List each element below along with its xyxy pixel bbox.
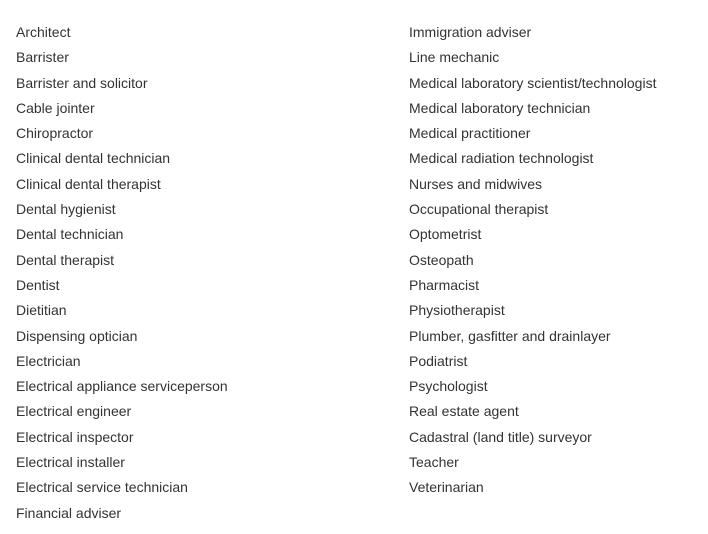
occupation-item: Teacher xyxy=(409,454,459,471)
occupation-item: Optometrist xyxy=(409,226,482,243)
occupation-item: Clinical dental technician xyxy=(16,150,171,167)
occupation-item: Immigration adviser xyxy=(409,24,532,40)
occupation-item: Medical laboratory scientist/technologist xyxy=(409,74,657,91)
occupation-item: Electrical inspector xyxy=(16,428,134,445)
occupation-item: Psychologist xyxy=(409,378,488,395)
occupation-item: Chiropractor xyxy=(16,125,94,142)
occupation-item: Podiatrist xyxy=(409,352,468,369)
occupation-item: Dental hygienist xyxy=(16,201,116,218)
occupation-item: Medical practitioner xyxy=(409,125,531,142)
occupation-item: Barrister xyxy=(16,49,69,66)
occupation-item: Medical radiation technologist xyxy=(409,150,594,167)
occupation-item: Electrical service technician xyxy=(16,479,188,496)
occupation-item: Real estate agent xyxy=(409,403,519,420)
occupation-item: Electrician xyxy=(16,352,81,369)
occupation-item: Electrical engineer xyxy=(16,403,132,420)
occupation-item: Electrical installer xyxy=(16,454,125,471)
occupation-item: Cadastral (land title) surveyor xyxy=(409,428,592,445)
occupation-item: Plumber, gasfitter and drainlayer xyxy=(409,327,611,344)
occupation-item: Dispensing optician xyxy=(16,327,138,344)
occupation-item: Physiotherapist xyxy=(409,302,505,319)
occupation-item: Architect xyxy=(16,24,71,40)
occupation-item: Electrical appliance serviceperson xyxy=(16,378,228,395)
occupation-item: Barrister and solicitor xyxy=(16,74,148,91)
occupation-list xyxy=(16,20,696,526)
occupation-item: Cable jointer xyxy=(16,99,95,116)
occupation-item: Occupational therapist xyxy=(409,201,549,218)
occupation-column-right xyxy=(409,20,696,526)
occupation-item: Medical laboratory technician xyxy=(409,99,591,116)
occupation-item: Clinical dental therapist xyxy=(16,175,161,192)
occupation-item: Dentist xyxy=(16,276,60,293)
occupation-item: Nurses and midwives xyxy=(409,175,543,192)
occupation-item: Osteopath xyxy=(409,251,474,268)
occupation-item: Financial adviser xyxy=(16,504,122,521)
occupation-item: Dental technician xyxy=(16,226,124,243)
occupation-item: Line mechanic xyxy=(409,49,500,66)
occupation-item: Pharmacist xyxy=(409,276,480,293)
occupation-item: Dental therapist xyxy=(16,251,115,268)
occupation-item: Veterinarian xyxy=(409,479,484,496)
occupation-column-left xyxy=(16,20,409,526)
occupation-item: Dietitian xyxy=(16,302,67,319)
